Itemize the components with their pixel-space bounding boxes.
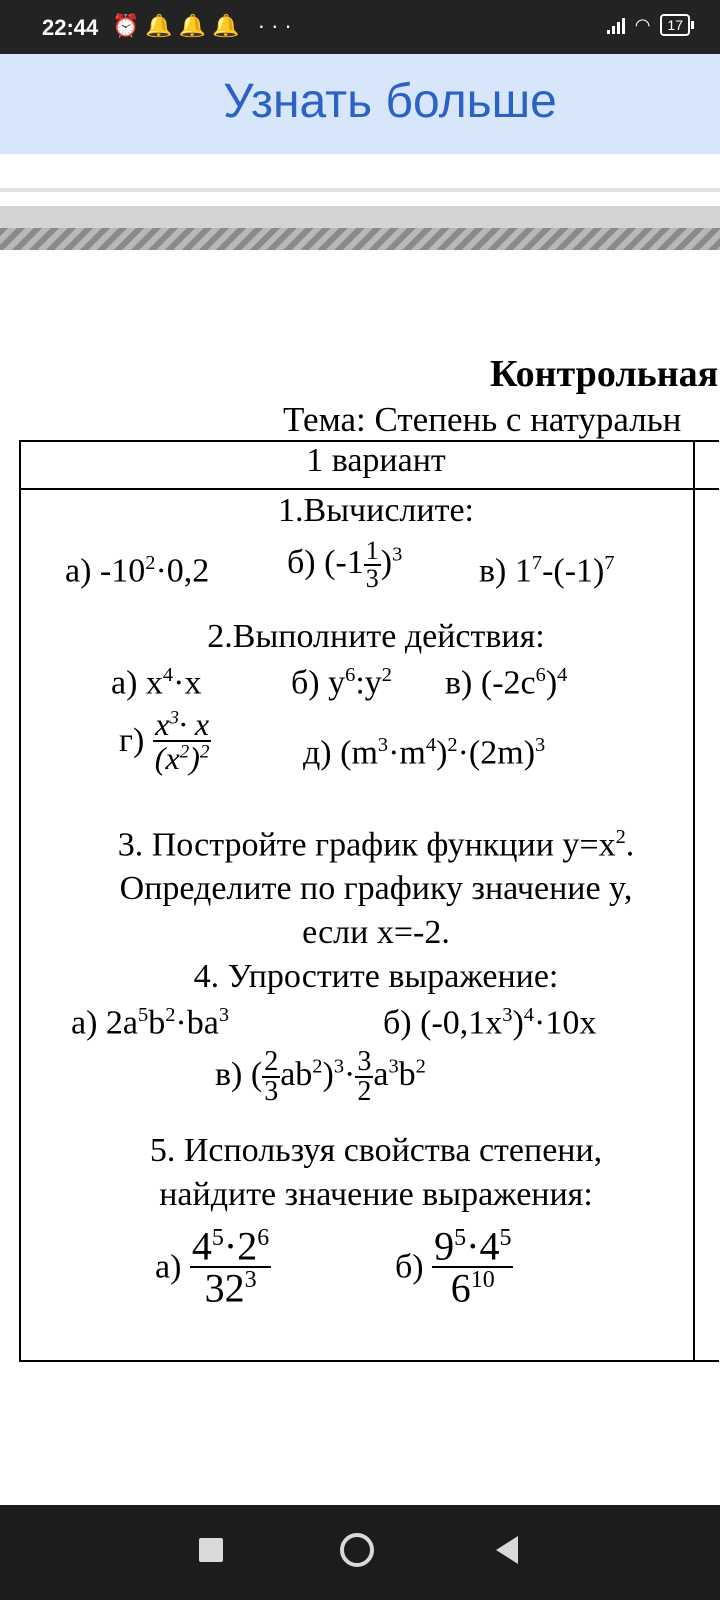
task5-line2: найдите значение выражения: [159,1176,593,1213]
document-header [0,340,720,450]
task2-a: а) $x^4\cdot x$ [111,664,202,702]
learn-more-banner[interactable] [0,54,720,154]
task5-b: б) $\frac{9^5\cdot 4^5}{6^{10}}$ [395,1223,512,1311]
battery-icon: 17 [660,14,690,36]
variant-header: 1 вариант [306,442,446,479]
task3-line2: Определите по графику значение y, [119,870,633,907]
task1-title: 1.Вычислите: [278,492,474,529]
task2-d: г) $\frac{x^3\cdot x}{(x^2)^2}$ [119,706,210,776]
back-icon[interactable] [496,1536,518,1564]
alarm-icon: ⏰ [112,13,146,38]
system-indicators [607,14,690,36]
more-icon: ··· [257,13,298,38]
variant-table [19,440,719,1362]
status-bar [0,0,720,54]
clock: 22:44 [42,15,99,40]
signal-icon [607,16,625,34]
bell-icon: 🔔 [178,13,213,38]
document-title: Контрольная [490,353,719,395]
task3-line3: если x=-2. [302,914,450,951]
task4-a: а) $2a^5b^2\cdot ba^3$ [71,1004,230,1042]
navigation-bar [0,1505,720,1600]
hatched-divider [0,206,720,250]
bell-icon: 🔔 [145,13,179,38]
task1-c: в) $1^7-(-1)^7$ [479,552,615,590]
task5-line1: 5. Используя свойства степени, [149,1132,603,1169]
task3-line1: 3. Постройте график функции $y=x^2$. [117,826,635,864]
document-topic: Тема: Степень с натуральн [283,400,682,439]
task1-b: б) (-1 $\frac{1}{3}$ )$^3$ [287,536,403,593]
home-icon[interactable] [340,1533,374,1567]
divider [0,188,720,192]
hatch-band [0,228,720,250]
bell-icon: 🔔 [212,13,246,38]
learn-more-label[interactable]: Узнать больше [223,75,557,128]
task4-b: б) $(-0,1x^3)^4\cdot 10x$ [383,1004,597,1042]
recent-apps-icon[interactable] [199,1538,223,1562]
table-header-border [19,488,719,490]
task1-a: а) $-10^2\cdot 0,2$ [65,552,210,590]
task4-title: 4. Упростите выражение: [193,958,559,995]
task4-c: в) ( $\frac{2}{3}$ $ab^2)^3\cdot$ $\frac{3}{2}$ $a^3b^2$ [215,1046,426,1107]
table-border-left [19,440,21,1362]
task2-title: 2.Выполните действия: [207,618,545,655]
task2-c: в) $(-2c^6)^4$ [445,664,568,702]
task5-a: а) $\frac{4^5\cdot 2^6}{32^3}$ [155,1223,270,1311]
wifi-icon: ◠ [634,14,651,35]
task2-e: д) $(m^3\cdot m^4)^2\cdot(2m)^3$ [303,734,546,772]
task2-b: б) $y^6:y^2$ [291,664,392,702]
notification-icons [112,13,298,39]
table-border-bottom [19,1360,719,1362]
